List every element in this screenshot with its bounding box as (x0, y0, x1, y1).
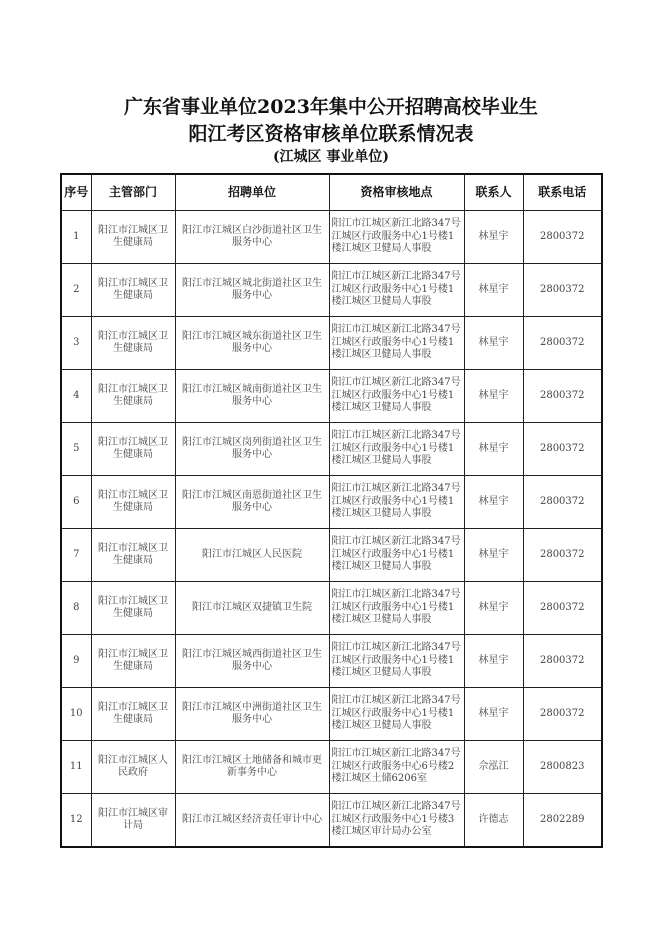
table-row (61, 211, 602, 264)
cell-location: 阳江市江城区新江北路347号江城区行政服务中心1号楼1楼江城区卫健局人事股 (329, 582, 464, 635)
cell-department: 阳江市江城区卫生健康局 (91, 529, 175, 582)
cell-location: 阳江市江城区新江北路347号江城区行政服务中心1号楼1楼江城区卫健局人事股 (329, 211, 464, 264)
header-contact: 联系人 (464, 174, 523, 211)
cell-department: 阳江市江城区卫生健康局 (91, 370, 175, 423)
table-row (61, 370, 602, 423)
cell-department: 阳江市江城区审计局 (91, 794, 175, 848)
header-unit: 招聘单位 (175, 174, 329, 211)
cell-contact: 林星宇 (464, 317, 523, 370)
cell-phone: 2800372 (523, 370, 602, 423)
cell-unit: 阳江市江城区岗列街道社区卫生服务中心 (175, 423, 329, 476)
table-row (61, 635, 602, 688)
cell-location: 阳江市江城区新江北路347号江城区行政服务中心6号楼2楼江城区土储6206室 (329, 741, 464, 794)
cell-phone: 2800372 (523, 317, 602, 370)
cell-department: 阳江市江城区卫生健康局 (91, 317, 175, 370)
cell-phone: 2800823 (523, 741, 602, 794)
cell-unit: 阳江市江城区人民医院 (175, 529, 329, 582)
cell-contact: 林星宇 (464, 211, 523, 264)
header-location: 资格审核地点 (329, 174, 464, 211)
cell-contact: 林星宇 (464, 264, 523, 317)
cell-department: 阳江市江城区卫生健康局 (91, 582, 175, 635)
cell-contact: 林星宇 (464, 370, 523, 423)
cell-unit: 阳江市江城区经济责任审计中心 (175, 794, 329, 848)
cell-unit: 阳江市江城区土地储备和城市更新事务中心 (175, 741, 329, 794)
cell-department: 阳江市江城区人民政府 (91, 741, 175, 794)
cell-location: 阳江市江城区新江北路347号江城区行政服务中心1号楼1楼江城区卫健局人事股 (329, 688, 464, 741)
subtitle: (江城区 事业单位) (272, 149, 390, 165)
cell-department: 阳江市江城区卫生健康局 (91, 211, 175, 264)
cell-phone: 2800372 (523, 423, 602, 476)
cell-department: 阳江市江城区卫生健康局 (91, 423, 175, 476)
table-row (61, 688, 602, 741)
table-row (61, 741, 602, 794)
cell-location: 阳江市江城区新江北路347号江城区行政服务中心1号楼1楼江城区卫健局人事股 (329, 635, 464, 688)
cell-phone: 2800372 (523, 635, 602, 688)
cell-contact: 林星宇 (464, 476, 523, 529)
cell-unit: 阳江市江城区城东街道社区卫生服务中心 (175, 317, 329, 370)
cell-department: 阳江市江城区卫生健康局 (91, 264, 175, 317)
header-phone: 联系电话 (523, 174, 602, 211)
title-line-1: 广东省事业单位2023年集中公开招聘高校毕业生 (124, 96, 538, 118)
cell-index: 4 (61, 370, 91, 423)
title-line-2: 阳江考区资格审核单位联系情况表 (188, 123, 474, 145)
cell-contact: 佘泓江 (464, 741, 523, 794)
cell-location: 阳江市江城区新江北路347号江城区行政服务中心1号楼3楼江城区审计局办公室 (329, 794, 464, 848)
table-row (61, 794, 602, 848)
cell-phone: 2800372 (523, 688, 602, 741)
cell-index: 5 (61, 423, 91, 476)
contact-table (60, 173, 603, 848)
cell-index: 2 (61, 264, 91, 317)
cell-contact: 林星宇 (464, 635, 523, 688)
header-index: 序号 (61, 174, 91, 211)
cell-phone: 2800372 (523, 529, 602, 582)
cell-department: 阳江市江城区卫生健康局 (91, 476, 175, 529)
cell-contact: 林星宇 (464, 423, 523, 476)
cell-index: 10 (61, 688, 91, 741)
table-row (61, 264, 602, 317)
cell-unit: 阳江市江城区双捷镇卫生院 (175, 582, 329, 635)
table-row (61, 423, 602, 476)
table-row (61, 582, 602, 635)
cell-index: 7 (61, 529, 91, 582)
cell-unit: 阳江市江城区白沙街道社区卫生服务中心 (175, 211, 329, 264)
cell-department: 阳江市江城区卫生健康局 (91, 635, 175, 688)
cell-phone: 2800372 (523, 264, 602, 317)
cell-unit: 阳江市江城区南恩街道社区卫生服务中心 (175, 476, 329, 529)
table-row (61, 317, 602, 370)
cell-contact: 林星宇 (464, 529, 523, 582)
cell-location: 阳江市江城区新江北路347号江城区行政服务中心1号楼1楼江城区卫健局人事股 (329, 476, 464, 529)
cell-phone: 2800372 (523, 582, 602, 635)
cell-location: 阳江市江城区新江北路347号江城区行政服务中心1号楼1楼江城区卫健局人事股 (329, 264, 464, 317)
cell-index: 9 (61, 635, 91, 688)
cell-contact: 林星宇 (464, 688, 523, 741)
table-row (61, 476, 602, 529)
cell-contact: 林星宇 (464, 582, 523, 635)
cell-index: 6 (61, 476, 91, 529)
cell-unit: 阳江市江城区中洲街道社区卫生服务中心 (175, 688, 329, 741)
cell-index: 3 (61, 317, 91, 370)
cell-location: 阳江市江城区新江北路347号江城区行政服务中心1号楼1楼江城区卫健局人事股 (329, 370, 464, 423)
cell-phone: 2802289 (523, 794, 602, 848)
header-row (61, 174, 602, 211)
cell-index: 1 (61, 211, 91, 264)
cell-index: 8 (61, 582, 91, 635)
cell-unit: 阳江市江城区城西街道社区卫生服务中心 (175, 635, 329, 688)
cell-index: 11 (61, 741, 91, 794)
cell-index: 12 (61, 794, 91, 848)
cell-location: 阳江市江城区新江北路347号江城区行政服务中心1号楼1楼江城区卫健局人事股 (329, 529, 464, 582)
header-department: 主管部门 (91, 174, 175, 211)
cell-location: 阳江市江城区新江北路347号江城区行政服务中心1号楼1楼江城区卫健局人事股 (329, 317, 464, 370)
cell-unit: 阳江市江城区城南街道社区卫生服务中心 (175, 370, 329, 423)
cell-phone: 2800372 (523, 476, 602, 529)
cell-unit: 阳江市江城区城北街道社区卫生服务中心 (175, 264, 329, 317)
table-row (61, 529, 602, 582)
cell-department: 阳江市江城区卫生健康局 (91, 688, 175, 741)
cell-contact: 许德志 (464, 794, 523, 848)
cell-phone: 2800372 (523, 211, 602, 264)
cell-location: 阳江市江城区新江北路347号江城区行政服务中心1号楼1楼江城区卫健局人事股 (329, 423, 464, 476)
